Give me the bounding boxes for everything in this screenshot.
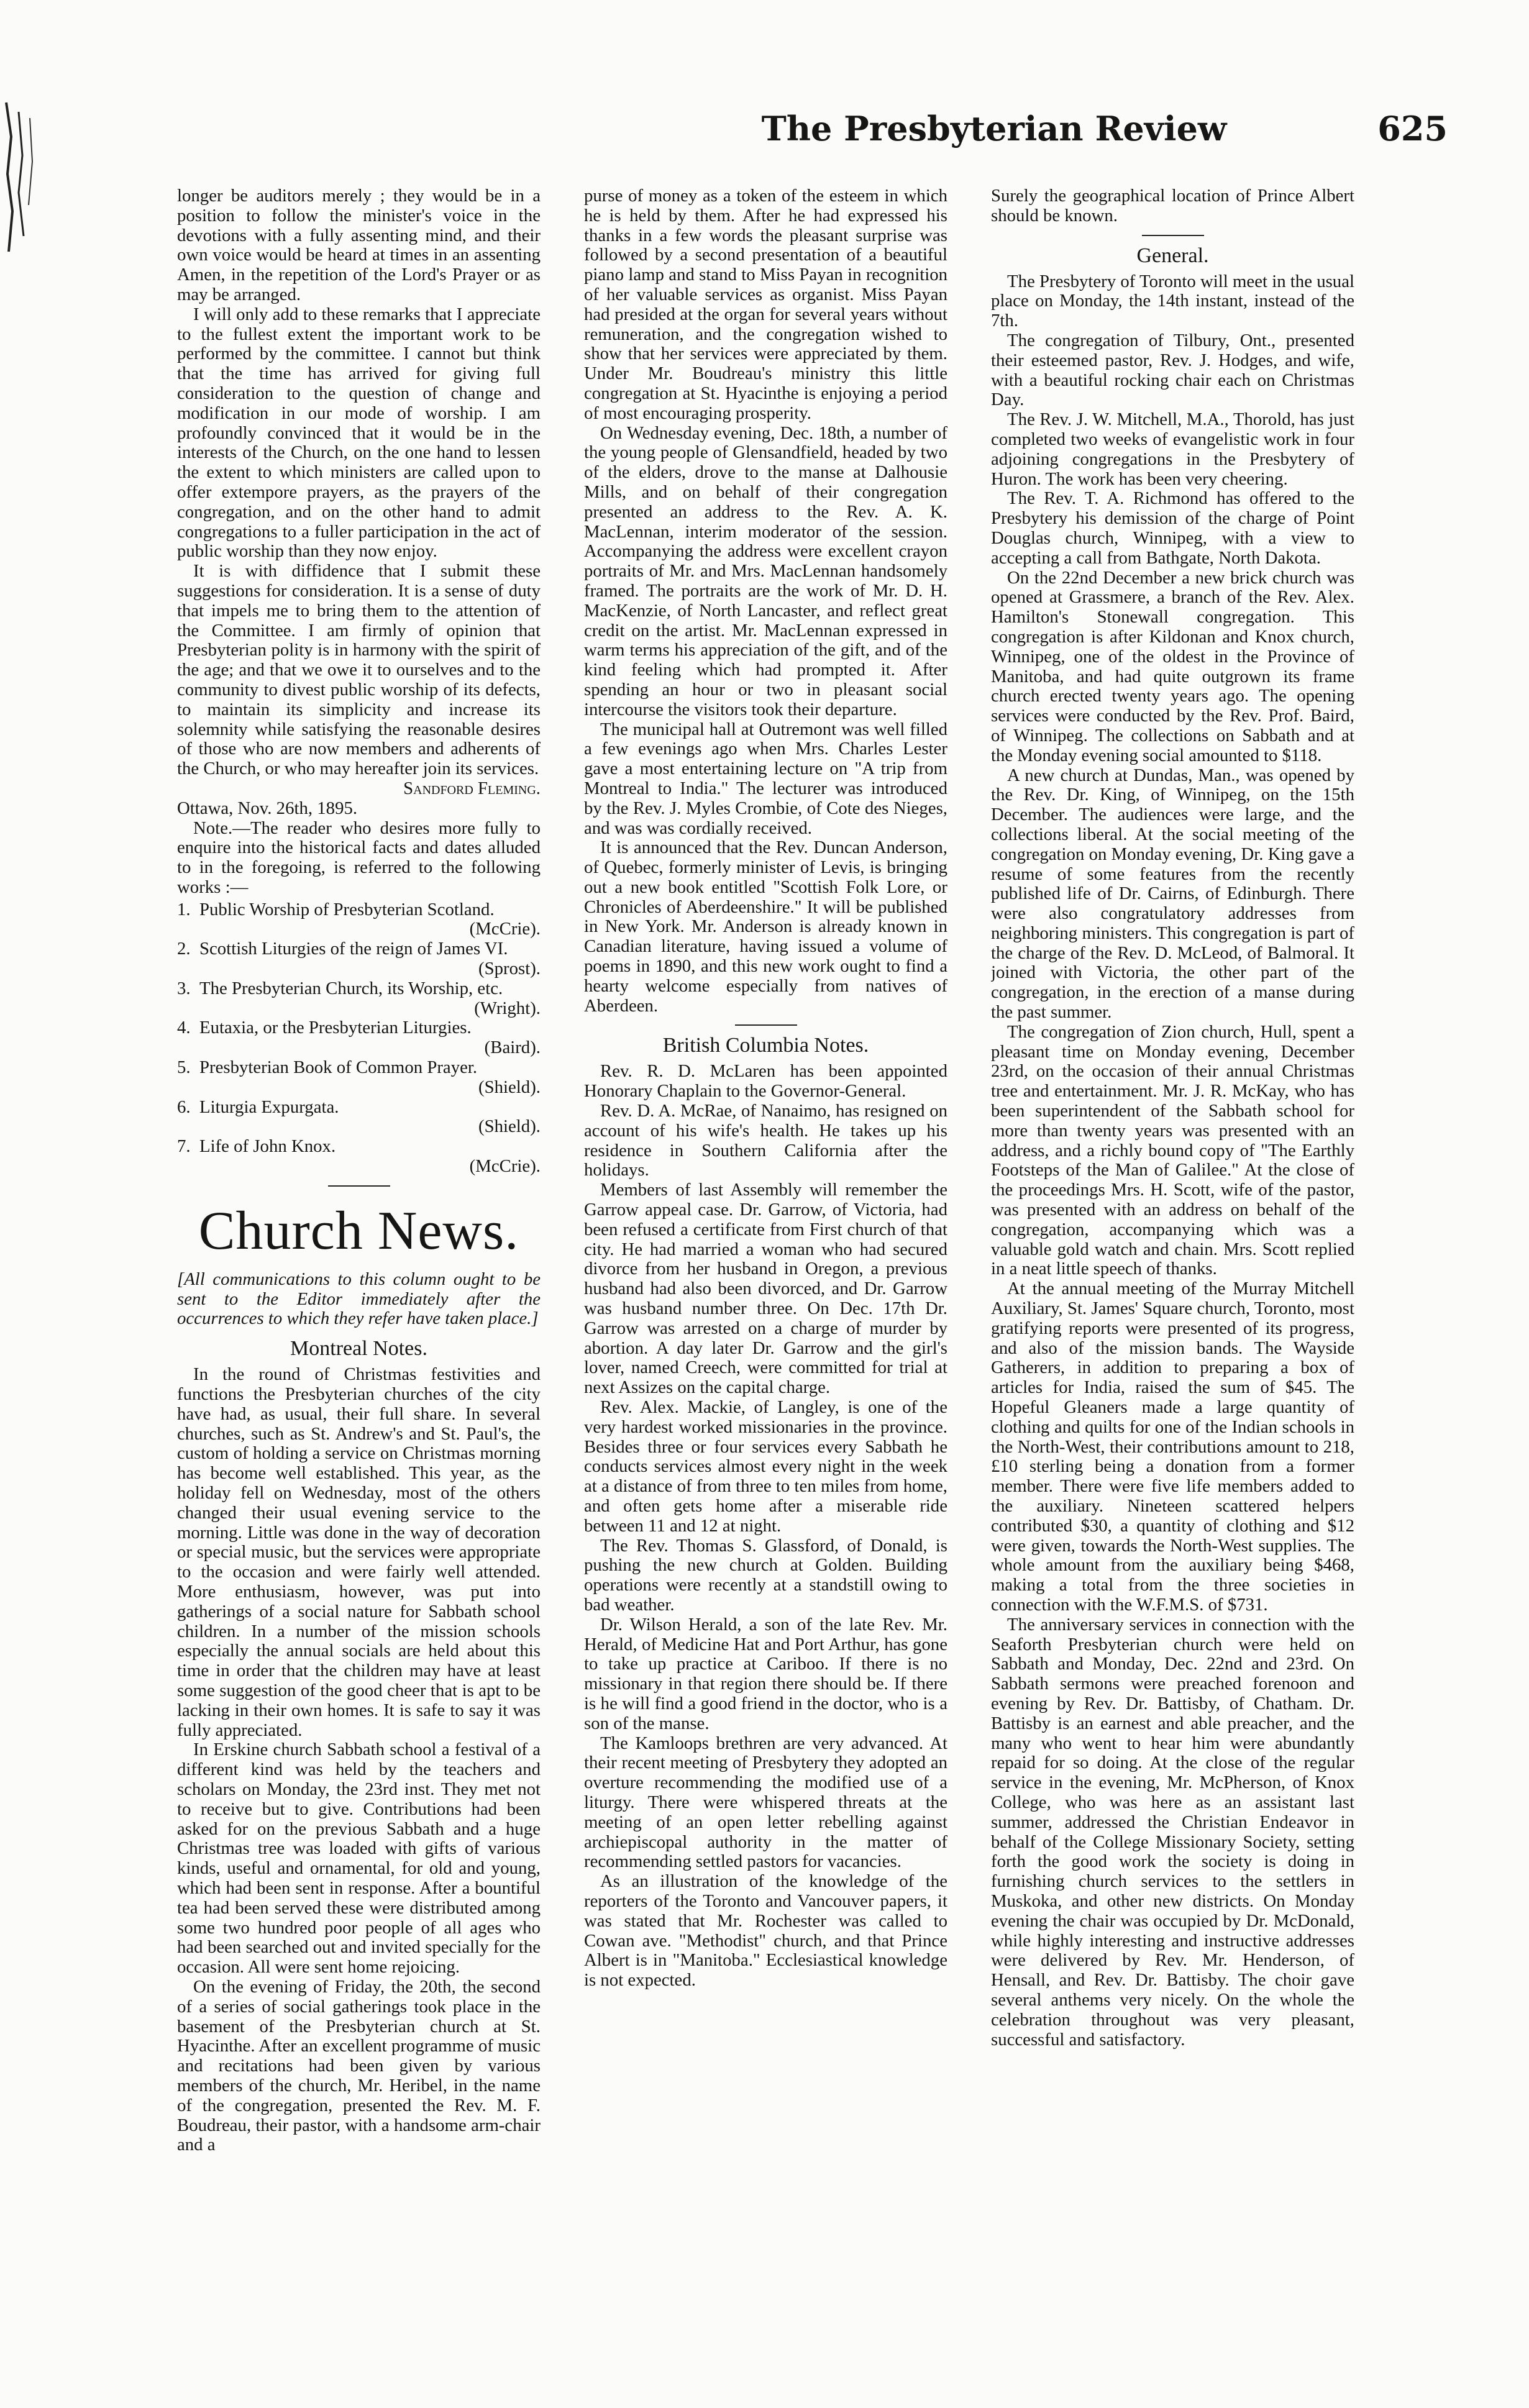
editorial-notice: [All communications to this column ought to be sent to the Editor immediately after the occurrences to which they refer have taken place.] — [177, 1269, 541, 1329]
subheading-british-columbia-notes: British Columbia Notes. — [662, 1034, 869, 1057]
list-item: 4. Eutaxia, or the Presbyterian Liturgies. (Baird). — [177, 1018, 541, 1058]
article-paragraph: In Erskine church Sabbath school a festival of a different kind was held by the teachers and scholars on Monday, the 23rd inst. They met not to receive but to give. Contributions had been asked for on the previous Sabbath and a huge Christmas tree was loaded with gifts of various kinds, useful and ornamental, for old and young, which had been sent in response. After a bountiful tea had been served these were distributed among some two hundred poor people of all ages who had been searched out and invited specially for the occasion. All were sent home rejoicing. — [177, 1740, 541, 1977]
article-paragraph: I will only add to these remarks that I appreciate to the fullest extent the important work to be performed by the committee. I cannot but think that the time has arrived for giving full consideration to the question of change and modification in our mode of worship. I am profoundly convinced that it would be in the interests of the Church, on the one hand to lessen the extent to which ministers are called upon to offer extempore prayers, as the prayers of the congregation, and on the other hand to admit congregations to a fuller participation in the act of public worship than they now enjoy. — [177, 304, 541, 562]
list-item: 3. The Presbyterian Church, its Worship, etc. (Wright). — [177, 978, 541, 1018]
article-paragraph: The municipal hall at Outremont was well filled a few evenings ago when Mrs. Charles Lester gave a most entertaining lecture on "A trip from Montreal to India." The lecturer was introduced by the Rev. J. Myles Crombie, of Cote des Nieges, and was was cordially received. — [584, 719, 947, 838]
torn-page-edge — [0, 99, 43, 255]
article-paragraph: Rev. R. D. McLaren has been appointed Honorary Chaplain to the Governor-General. — [584, 1061, 947, 1101]
subheading-montreal-notes: Montreal Notes. — [290, 1337, 427, 1361]
article-paragraph: purse of money as a token of the esteem in which he is held by them. After he had expressed his thanks in a few words the pleasant surprise was followed by a second presentation of a beautiful piano lamp and stand to Miss Payan in recognition of her valuable services as organist. Miss Payan had presided at the organ for several years without remuneration, and the congregation wished to show that her services were appreciated by them. Under Mr. Boudreau's ministry this little congregation at St. Hyacinthe is enjoying a period of most encouraging prosperity. — [584, 186, 947, 423]
article-paragraph: The Kamloops brethren are very advanced. At their recent meeting of Presbytery they adopted an overture recommending the modified use of a liturgy. There were whispered threats at the meeting of an open letter rebelling against archiepiscopal authority in the matter of recommending settled pastors for vacancies. — [584, 1733, 947, 1872]
section-divider — [328, 1185, 390, 1187]
list-item: 7. Life of John Knox. (McCrie). — [177, 1136, 541, 1177]
article-paragraph: A new church at Dundas, Man., was opened by the Rev. Dr. King, of Winnipeg, on the 15th December. The audiences were large, and the collections liberal. At the social meeting of the congregation on Monday evening, Dr. King gave a resume of some features from the recently published life of Dr. Cairns, of Edinburgh. There were also congratulatory addresses from neighboring ministers. This congregation is part of the charge of the Rev. D. McLeod, of Balmoral. It joined with Victoria, the other part of the congregation, in the erection of a manse during the past summer. — [991, 765, 1354, 1023]
article-paragraph: The Presbytery of Toronto will meet in the usual place on Monday, the 14th instant, instead of the 7th. — [991, 271, 1354, 331]
page-number: 625 — [1377, 109, 1448, 148]
article-paragraph: It is announced that the Rev. Duncan Anderson, of Quebec, formerly minister of Levis, is bringing out a new book entitled "Scottish Folk Lore, or Chronicles of Aberdeenshire." It will be published in New York. Mr. Anderson is already known in Canadian literature, having issued a volume of poems in 1890, and this new work ought to find a hearty welcome especially from natives of Aberdeen. — [584, 837, 947, 1016]
article-paragraph: Rev. D. A. McRae, of Nanaimo, has resigned on account of his wife's health. He takes up his residence in Southern California after the holidays. — [584, 1101, 947, 1180]
article-paragraph: Rev. Alex. Mackie, of Langley, is one of the very hardest worked missionaries in the province. Besides three or four services every Sabbath he conducts services almost every night in the week at a distance of from three to ten miles from home, and often gets home after a miserable ride between 11 and 12 at night. — [584, 1397, 947, 1536]
publication-title: The Presbyterian Review — [761, 109, 1227, 148]
article-paragraph: The Rev. T. A. Richmond has offered to the Presbytery his demission of the charge of Point Douglas church, Winnipeg, with a view to accepting a call from Bathgate, North Dakota. — [991, 488, 1354, 568]
list-item: 5. Presbyterian Book of Common Prayer. (Shield). — [177, 1057, 541, 1097]
column-right — [991, 186, 1354, 2361]
article-paragraph: Surely the geographical location of Prince Albert should be known. — [991, 186, 1354, 226]
section-divider — [1142, 235, 1204, 236]
article-paragraph: The Rev. Thomas S. Glassford, of Donald, is pushing the new church at Golden. Building operations were recently at a standstill owing to bad weather. — [584, 1535, 947, 1615]
section-divider — [735, 1024, 797, 1026]
subheading-general: General. — [1136, 244, 1209, 267]
article-paragraph: It is with diffidence that I submit these suggestions for consideration. It is a sense of duty that impels me to bring them to the attention of the Committee. I am firmly of opinion that Presbyterian polity is in harmony with the spirit of the age; and that we owe it to ourselves and to the community to divest public worship of its defects, to maintain its simplicity and increase its solemnity while satisfying the reasonable desires of those who are now members and adherents of the Church, or who may hereafter join its services. — [177, 561, 541, 779]
article-paragraph: The anniversary services in connection with the Seaforth Presbyterian church were held on Sabbath and Monday, Dec. 22nd and 23rd. On Sabbath sermons were preached forenoon and evening by Rev. Dr. Battisby, of Chatham. Dr. Battisby is an earnest and able preacher, and the many who went to hear him were abundantly repaid for so doing. At the close of the regular service in the evening, Mr. McPherson, of Knox College, who was here as an assistant last summer, addressed the Christian Endeavor in behalf of the College Missionary Society, setting forth the good work the society is doing in furnishing church services to the settlers in Muskoka, and other new districts. On Monday evening the chair was occupied by Dr. McDonald, while highly interesting and instructive addresses were delivered by Rev. Mr. Henderson, of Hensall, and Rev. Dr. Battisby. The choir gave several anthems very nicely. On the whole the celebration throughout was very pleasant, successful and satisfactory. — [991, 1614, 1354, 2050]
list-item: 6. Liturgia Expurgata. (Shield). — [177, 1097, 541, 1137]
article-paragraph: On Wednesday evening, Dec. 18th, a number of the young people of Glensandfield, headed by two of the elders, drove to the manse at Dalhousie Mills, and on behalf of their congregation presented an address to the Rev. A. K. MacLennan, interim moderator of the session. Accompanying the address were excellent crayon portraits of Mr. and Mrs. MacLennan handsomely framed. The portraits are the work of Mr. D. H. MacKenzie, of North Lancaster, and reflect great credit on the artist. Mr. MacLennan expressed in warm terms his appreciation of the gift, and of the kind feeling which had prompted it. After spending an hour or two in pleasant social intercourse the visitors took their departure. — [584, 422, 947, 719]
article-paragraph: The Rev. J. W. Mitchell, M.A., Thorold, has just completed two weeks of evangelistic work in four adjoining congregations in the Presbytery of Huron. The work has been very cheering. — [991, 409, 1354, 489]
article-paragraph: longer be auditors merely ; they would be in a position to follow the minister's voice in the devotions with a fully assenting mind, and their own voice would be heard at times in an assenting Amen, in the repetition of the Lord's Prayer or as may be arranged. — [177, 186, 541, 304]
article-paragraph: Dr. Wilson Herald, a son of the late Rev. Mr. Herald, of Medicine Hat and Port Arthur, has gone to take up practice at Cariboo. If there is no missionary in that region there should be. If there is he will find a good friend in the doctor, who is a son of the manse. — [584, 1614, 947, 1733]
article-paragraph: On the evening of Friday, the 20th, the second of a series of social gatherings took place in the basement of the Presbyterian church at St. Hyacinthe. After an excellent programme of music and recitations had been given by various members of the church, Mr. Heribel, in the name of the congregation, presented the Rev. M. F. Boudreau, their pastor, with a handsome arm-chair and a — [177, 1976, 541, 2155]
list-item: 2. Scottish Liturgies of the reign of James VI. (Sprost). — [177, 939, 541, 979]
dateline: Ottawa, Nov. 26th, 1895. — [177, 798, 358, 818]
column-left — [177, 186, 541, 2361]
article-paragraph: At the annual meeting of the Murray Mitchell Auxiliary, St. James' Square church, Toronto, most gratifying reports were presented of its progress, and also of the mission bands. The Wayside Gatherers, in addition to preparing a box of articles for India, raised the sum of $45. The Hopeful Gleaners made a large quantity of clothing and quilts for one of the Indian schools in the North-West, their contributions amount to 218, £10 sterling being a donation from a former member. There were five life members added to the auxiliary. Nineteen scattered helpers contributed $30, a quantity of clothing and $12 were given, towards the North-West supplies. The whole amount from the auxiliary being $468, making a total from the three societies in connection with the W.F.M.S. of $731. — [991, 1279, 1354, 1615]
note-paragraph: Note.—The reader who desires more fully to enquire into the historical facts and dates alluded to in the foregoing, is referred to the following works :— — [177, 818, 541, 897]
article-paragraph: In the round of Christmas festivities and functions the Presbyterian churches of the city have had, as usual, their full share. In several churches, such as St. Andrew's and St. Paul's, the custom of holding a service on Christmas morning has become well established. This year, as the holiday fell on Wednesday, most of the others changed their usual evening service to the morning. Little was done in the way of decoration or special music, but the services were appropriate to the occasion and were fairly well attended. More enthusiasm, however, was put into gatherings of a social nature for Sabbath school children. In a number of the mission schools especially the annual socials are held about this time in order that the children may have at least some suggestion of the good cheer that is apt to be lacking in their own homes. It is safe to say it was fully appreciated. — [177, 1364, 541, 1740]
article-paragraph: On the 22nd December a new brick church was opened at Grassmere, a branch of the Rev. Alex. Hamilton's Stonewall congregation. This congregation is after Kildonan and Knox church, Winnipeg, one of the oldest in the Province of Manitoba, and had quite outgrown its frame church erected twenty years ago. The opening services were conducted by the Rev. Prof. Baird, of Winnipeg. The collections on Sabbath and at the Monday evening social amounted to $118. — [991, 567, 1354, 765]
article-paragraph: Members of last Assembly will remember the Garrow appeal case. Dr. Garrow, of Victoria, had been refused a certificate from First church of that city. He had married a woman who had secured divorce from her husband in Oregon, a previous husband had also been divorced, and Dr. Garrow was husband number three. On Dec. 17th Dr. Garrow was arrested on a charge of murder by abortion. A day later Dr. Garrow and the girl's lover, named Creech, were committed for trial at next Assizes on the capital charge. — [584, 1180, 947, 1398]
column-middle — [584, 186, 947, 2361]
article-paragraph: As an illustration of the knowledge of the reporters of the Toronto and Vancouver papers, it was stated that Mr. Rochester was called to Cowan ave. "Methodist" church, and that Prince Albert is in "Manitoba." Ecclesiastical knowledge is not expected. — [584, 1871, 947, 1991]
article-paragraph: The congregation of Tilbury, Ont., presented their esteemed pastor, Rev. J. Hodges, and wife, with a beautiful rocking chair each on Christmas Day. — [991, 330, 1354, 410]
section-heading-church-news: Church News. — [198, 1200, 519, 1261]
article-paragraph: The congregation of Zion church, Hull, spent a pleasant time on Monday evening, December 23rd, on the occasion of their annual Christmas tree and entertainment. Mr. J. R. McKay, who has been superintendent of the Sabbath school for more than twenty years was presented with an address, and a richly bound copy of "The Earthly Footsteps of the Man of Galilee." At the close of the proceedings Mrs. H. Scott, wife of the pastor, was presented with an address on behalf of the congregation, accompanying which was a valuable gold watch and chain. Mrs. Scott replied in a neat little speech of thanks. — [991, 1021, 1354, 1279]
reference-works-list — [177, 900, 541, 1177]
author-signature: Sandford Fleming. — [403, 778, 541, 798]
page-header — [541, 109, 1448, 168]
list-item: 1. Public Worship of Presbyterian Scotland. (McCrie). — [177, 899, 541, 939]
